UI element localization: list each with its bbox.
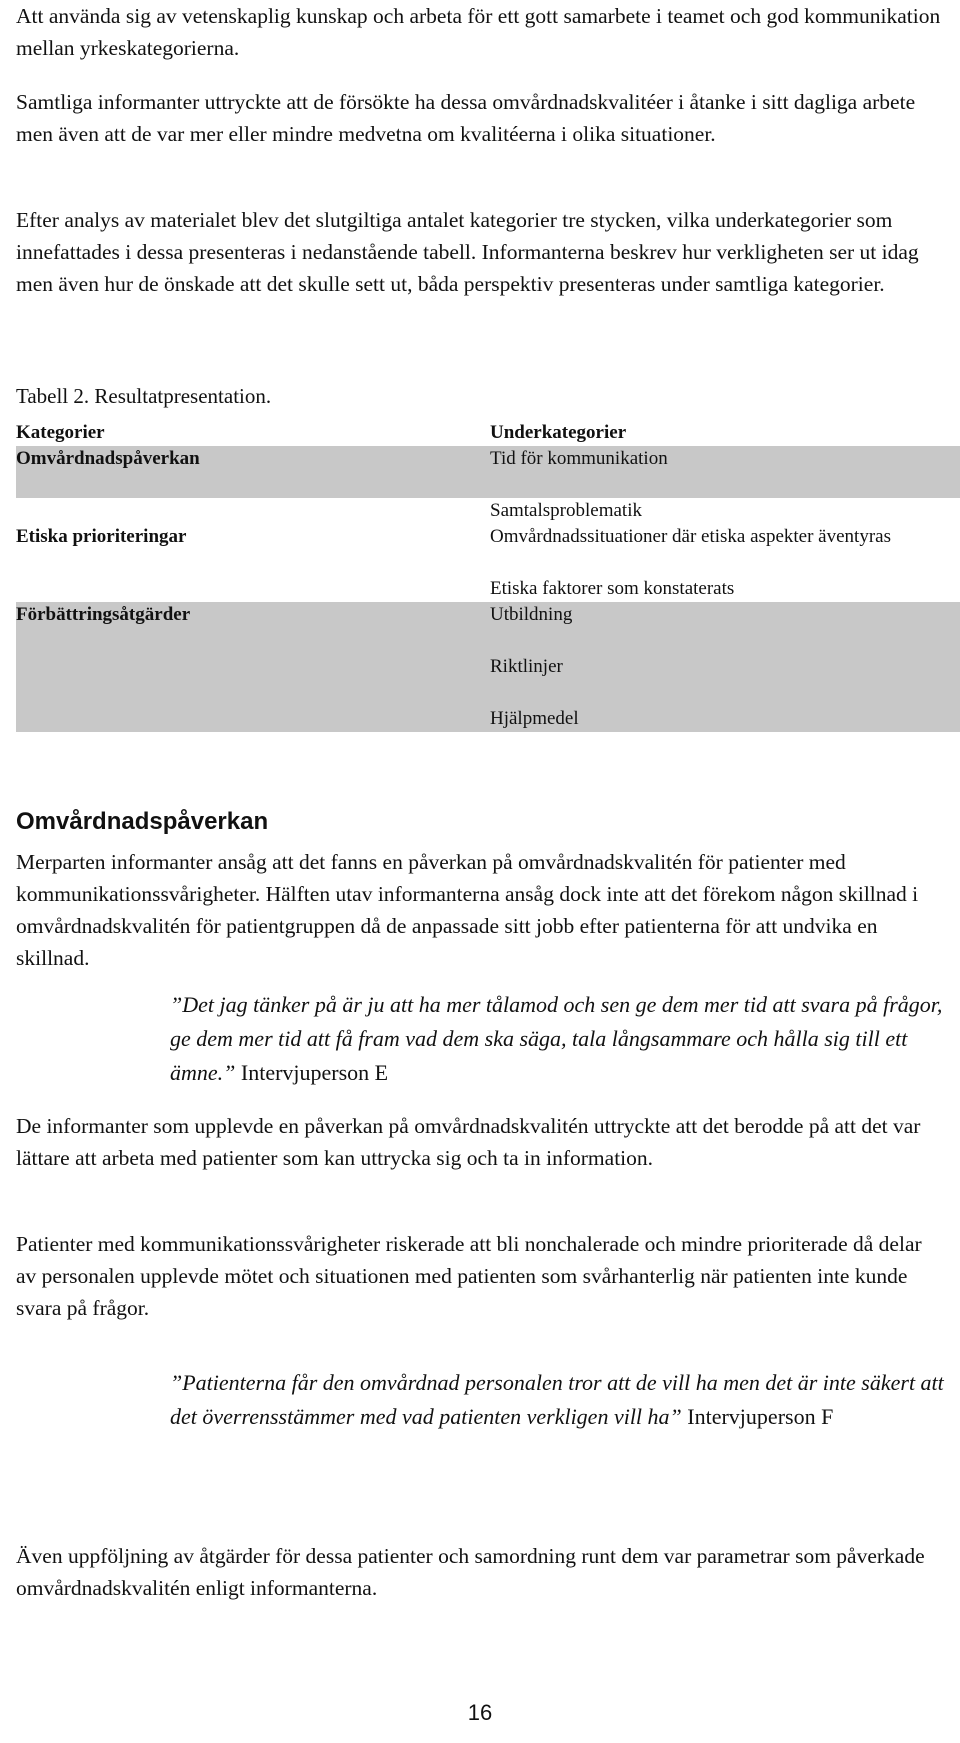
table-row — [16, 472, 960, 498]
quote-2 — [170, 1366, 950, 1434]
result-table — [16, 420, 960, 732]
table-header-row — [16, 420, 960, 446]
subcategory-cell: Omvårdnadssituationer där etiska aspekter äventyras — [490, 526, 891, 547]
table-row — [16, 602, 960, 628]
paragraph-3: Efter analys av materialet blev det slutgiltiga antalet kategorier tre stycken, vilka underkategorier som innefattades i dessa presenteras i nedanstående tabell. Informanterna beskrev hur verkligheten ser ut idag men även hur de önskade att det skulle sett ut, båda perspektiv presenteras under samtliga kategorier. — [16, 208, 919, 296]
table-row — [16, 680, 960, 706]
paragraph-2: Samtliga informanter uttryckte att de försökte ha dessa omvårdnadskvalitéer i åtanke i sitt dagliga arbete men även att de var mer eller mindre medvetna om kvalitéerna i olika situationer. — [16, 90, 916, 146]
category-cell — [16, 654, 490, 680]
subcategory-cell: Riktlinjer — [490, 654, 960, 680]
page-number: 16 — [467, 1700, 493, 1725]
paragraph-5: De informanter som upplevde en påverkan på omvårdnadskvalitén uttryckte att det berodde på att det var lättare att arbeta med patienter som kan uttrycka sig och ta in information. — [16, 1114, 921, 1170]
table-row — [16, 550, 960, 576]
subcategory-cell — [490, 628, 960, 654]
paragraph-7: Även uppföljning av åtgärder för dessa patienter och samordning runt dem var parametrar som påverkade omvårdnadskvalitén enligt informanterna. — [16, 1544, 925, 1600]
quote-1-text: ”Det jag tänker på är ju att ha mer tålamod och sen ge dem mer tid att svara på frågor, ge dem mer tid att få fram vad dem ska säga, tala långsammare och hålla sig till ett ämne.” — [170, 992, 943, 1085]
subcategory-cell — [490, 680, 960, 706]
paragraph-4: Merparten informanter ansåg att det fanns en påverkan på omvårdnadskvalitén för patienter med kommunikationssvårigheter. Hälften utav informanterna ansåg dock inte att det förekom någon skillnad i omvårdnadskvalitén för patientgruppen då de anpassade sitt jobb efter patienterna för att undvika en skillnad. — [16, 850, 919, 970]
category-cell — [16, 550, 490, 576]
subcategory-cell — [490, 472, 960, 498]
category-cell — [16, 706, 490, 732]
category-cell — [16, 576, 490, 602]
paragraph-1: Att använda sig av vetenskaplig kunskap och arbeta för ett gott samarbete i teamet och god kommunikation mellan yrkeskategorierna. — [16, 4, 941, 60]
category-cell — [16, 680, 490, 706]
category-cell: Etiska prioriteringar — [16, 526, 187, 547]
category-cell: Förbättringsåtgärder — [16, 602, 490, 628]
quote-1 — [170, 988, 950, 1090]
subcategory-cell: Utbildning — [490, 602, 960, 628]
table-row — [16, 628, 960, 654]
category-cell — [16, 628, 490, 654]
subcategory-cell: Tid för kommunikation — [490, 446, 960, 472]
table-row — [16, 654, 960, 680]
subcategory-cell: Hjälpmedel — [490, 706, 960, 732]
table-row — [16, 498, 960, 524]
table-caption: Tabell 2. Resultatpresentation. — [16, 384, 272, 408]
table-row — [16, 706, 960, 732]
section-heading: Omvårdnadspåverkan — [16, 808, 269, 835]
subcategory-cell — [490, 550, 960, 576]
table-row — [16, 446, 960, 472]
quote-2-source: Intervjuperson F — [687, 1404, 834, 1429]
quote-2-text: ”Patienterna får den omvårdnad personalen tror att de vill ha men det är inte säkert att det överrensstämmer med vad patienten verkligen vill ha” — [170, 1370, 944, 1429]
subcategory-cell: Samtalsproblematik — [490, 500, 642, 521]
header-underkategorier: Underkategorier — [490, 422, 627, 443]
header-kategorier: Kategorier — [16, 422, 105, 443]
category-cell — [16, 498, 490, 524]
subcategory-cell: Etiska faktorer som konstaterats — [490, 578, 735, 599]
category-cell — [16, 472, 490, 498]
category-cell: Omvårdnadspåverkan — [16, 446, 490, 472]
quote-1-source: Intervjuperson E — [240, 1060, 389, 1085]
table-row — [16, 524, 960, 550]
paragraph-6: Patienter med kommunikationssvårigheter riskerade att bli nonchalerade och mindre prioriterade då delar av personalen upplevde mötet och situationen med patienten som svårhanterlig när patienten inte kunde svara på frågor. — [16, 1232, 922, 1320]
table-row — [16, 576, 960, 602]
